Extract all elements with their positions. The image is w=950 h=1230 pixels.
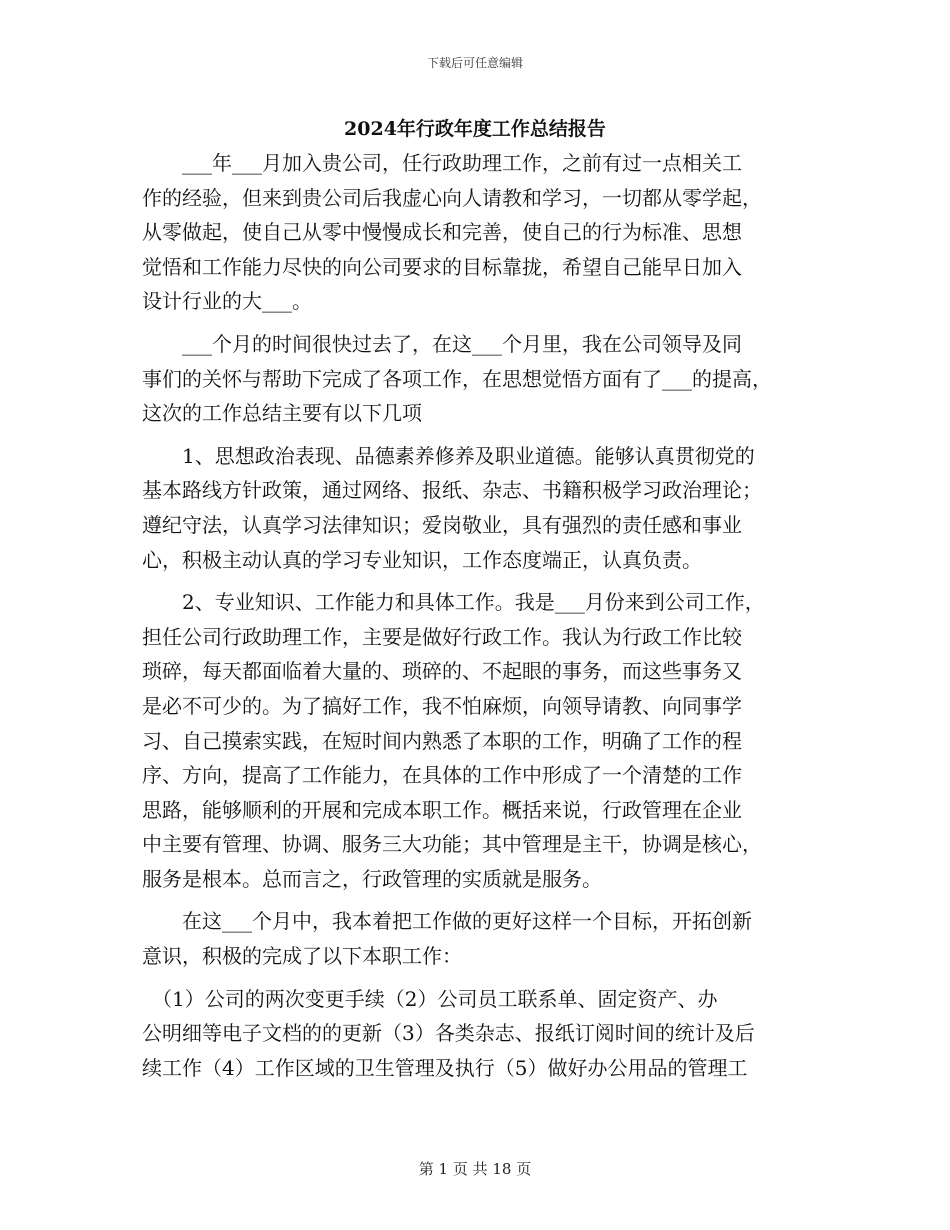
text-line: 习、自己摸索实践，在短时间内熟悉了本职的工作，明确了工作的程: [142, 728, 742, 753]
text-line: 设计行业的大___。: [142, 289, 312, 314]
text-line: 遵纪守法，认真学习法律知识；爱岗敬业，具有强烈的责任感和事业: [142, 512, 742, 537]
paragraph: [142, 904, 810, 973]
text-line: ___个月的时间很快过去了，在这___个月里，我在公司领导及同: [142, 331, 742, 356]
text-line: 序、方向，提高了工作能力，在具体的工作中形成了一个清楚的工作: [142, 763, 742, 788]
text-line: 1、思想政治表现、品德素养修养及职业道德。能够认真贯彻党的: [142, 443, 755, 468]
paragraph: [142, 146, 810, 319]
text-line: 思路，能够顺利的开展和完成本职工作。概括来说，行政管理在企业: [142, 797, 742, 822]
document-title: 2024年行政年度工作总结报告: [344, 118, 606, 140]
text-line: 琐碎，每天都面临着大量的、琐碎的、不起眼的事务，而这些事务又: [142, 659, 742, 684]
header-note: 下载后可任意编辑: [426, 56, 523, 70]
paragraph-gap: [142, 896, 810, 904]
text-line: 在这___个月中，我本着把工作做的更好这样一个目标，开拓创新: [142, 909, 752, 934]
text-line: ___年___月加入贵公司，任行政助理工作，之前有过一点相关工: [142, 151, 742, 175]
text-line: 意识，积极的完成了以下本职工作：: [142, 944, 462, 969]
paragraph-gap: [142, 431, 810, 439]
paragraph: [142, 585, 810, 896]
paragraph-gap: [142, 319, 810, 327]
text-line: 是必不可少的。为了搞好工作，我不怕麻烦，向领导请教、向同事学: [142, 693, 742, 718]
text-line: 担任公司行政助理工作，主要是做好行政工作。我认为行政工作比较: [142, 624, 742, 649]
paragraph: [142, 982, 810, 1086]
text-line: 心，积极主动认真的学习专业知识，工作态度端正，认真负责。: [142, 547, 702, 572]
paragraph-gap: [142, 974, 810, 982]
text-line: 事们的关怀与帮助下完成了各项工作，在思想觉悟方面有了___的提高，: [142, 366, 772, 391]
document-body: [142, 146, 810, 1085]
text-line: 这次的工作总结主要有以下几项: [142, 401, 422, 426]
paragraph: [142, 327, 810, 431]
paragraph: [142, 439, 810, 577]
text-line: 服务是根本。总而言之，行政管理的实质就是服务。: [142, 866, 602, 891]
paragraph-gap: [142, 577, 810, 585]
text-line: 基本路线方针政策，通过网络、报纸、杂志、书籍积极学习政治理论；: [142, 478, 762, 503]
text-line: 作的经验，但来到贵公司后我虚心向人请教和学习，一切都从零学起，: [142, 185, 762, 210]
text-line: 中主要有管理、协调、服务三大功能；其中管理是主干，协调是核心，: [142, 832, 762, 857]
text-line: 2、专业知识、工作能力和具体工作。我是___月份来到公司工作，: [142, 590, 765, 615]
text-line: 续工作（4）工作区域的卫生管理及执行（5）做好办公用品的管理工: [142, 1055, 748, 1080]
page-footer: 第 1 页 共 18 页: [418, 1160, 532, 1178]
text-line: 觉悟和工作能力尽快的向公司要求的目标靠拢，希望自己能早日加入: [142, 254, 742, 279]
text-line: 公明细等电子文档的的更新（3）各类杂志、报纸订阅时间的统计及后: [142, 1021, 755, 1046]
text-line: （1）公司的两次变更手续（2）公司员工联系单、固定资产、办: [142, 986, 718, 1011]
text-line: 从零做起，使自己从零中慢慢成长和完善，使自己的行为标准、思想: [142, 220, 742, 245]
